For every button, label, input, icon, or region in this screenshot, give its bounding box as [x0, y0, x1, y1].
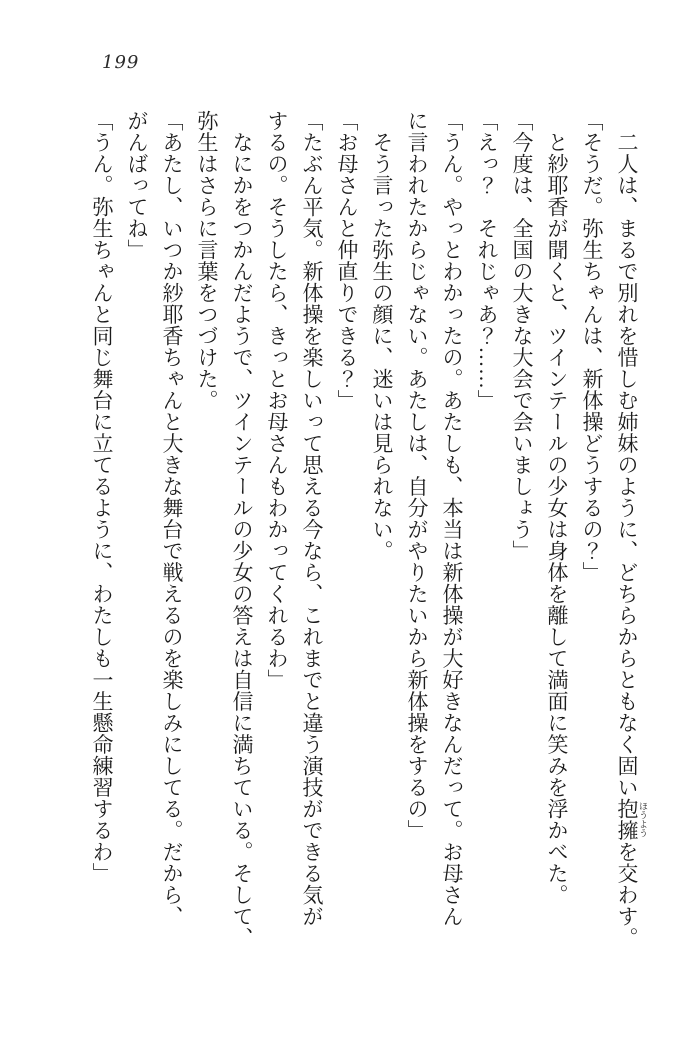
- text-line: 「うん。弥生ちゃんと同じ舞台に立てるように、わたしも一生懸命練習するわ」: [90, 110, 114, 884]
- text-line: 「そうだ。弥生ちゃんは、新体操どうするの？」: [580, 110, 604, 583]
- text-line: 「うん。やっとわかったの。あたしも、本当は新体操が大好きなんだって。お母さん: [440, 110, 464, 927]
- text-line: がんばってね」: [125, 110, 149, 261]
- text-line: 二人は、まるで別れを惜しむ姉妹のように、どちらからともなく固い抱擁 ほうようを交わす。: [615, 131, 648, 949]
- text-line: 弥生はさらに言葉をつづけた。: [195, 110, 219, 411]
- text-block: [84, 110, 648, 962]
- text-line: 「あたし、いつか紗耶香ちゃんと大きな舞台で戦えるのを楽しみにしてる。だから、: [160, 110, 184, 927]
- text-line: と紗耶香が聞くと、ツインテールの少女は身体を離して満面に笑みを浮かべた。: [545, 131, 569, 906]
- text-line: なにかをつかんだようで、ツインテールの少女の答えは自信に満ちている。そして、: [230, 131, 254, 949]
- ruby-annotated-word: 抱擁 ほうよう: [615, 798, 648, 841]
- page-number: 199: [102, 52, 140, 73]
- text-line: に言われたからじゃない。あたしは、自分がやりたいから新体操をするの」: [405, 110, 429, 841]
- text-line: 「えっ？ それじゃあ？……」: [475, 110, 499, 411]
- text-line: 「今度は、全国の大きな大会で会いましょう」: [510, 110, 534, 562]
- text-line: するの。そうしたら、きっとお母さんもわかってくれるわ」: [265, 110, 289, 691]
- text-line: そう言った弥生の顔に、迷いは見られない。: [370, 131, 394, 562]
- text-line: 「お母さんと仲直りできる？」: [335, 110, 359, 411]
- text-line: 「たぶん平気。新体操を楽しいって思える今なら、これまでと違う演技ができる気が: [300, 110, 324, 927]
